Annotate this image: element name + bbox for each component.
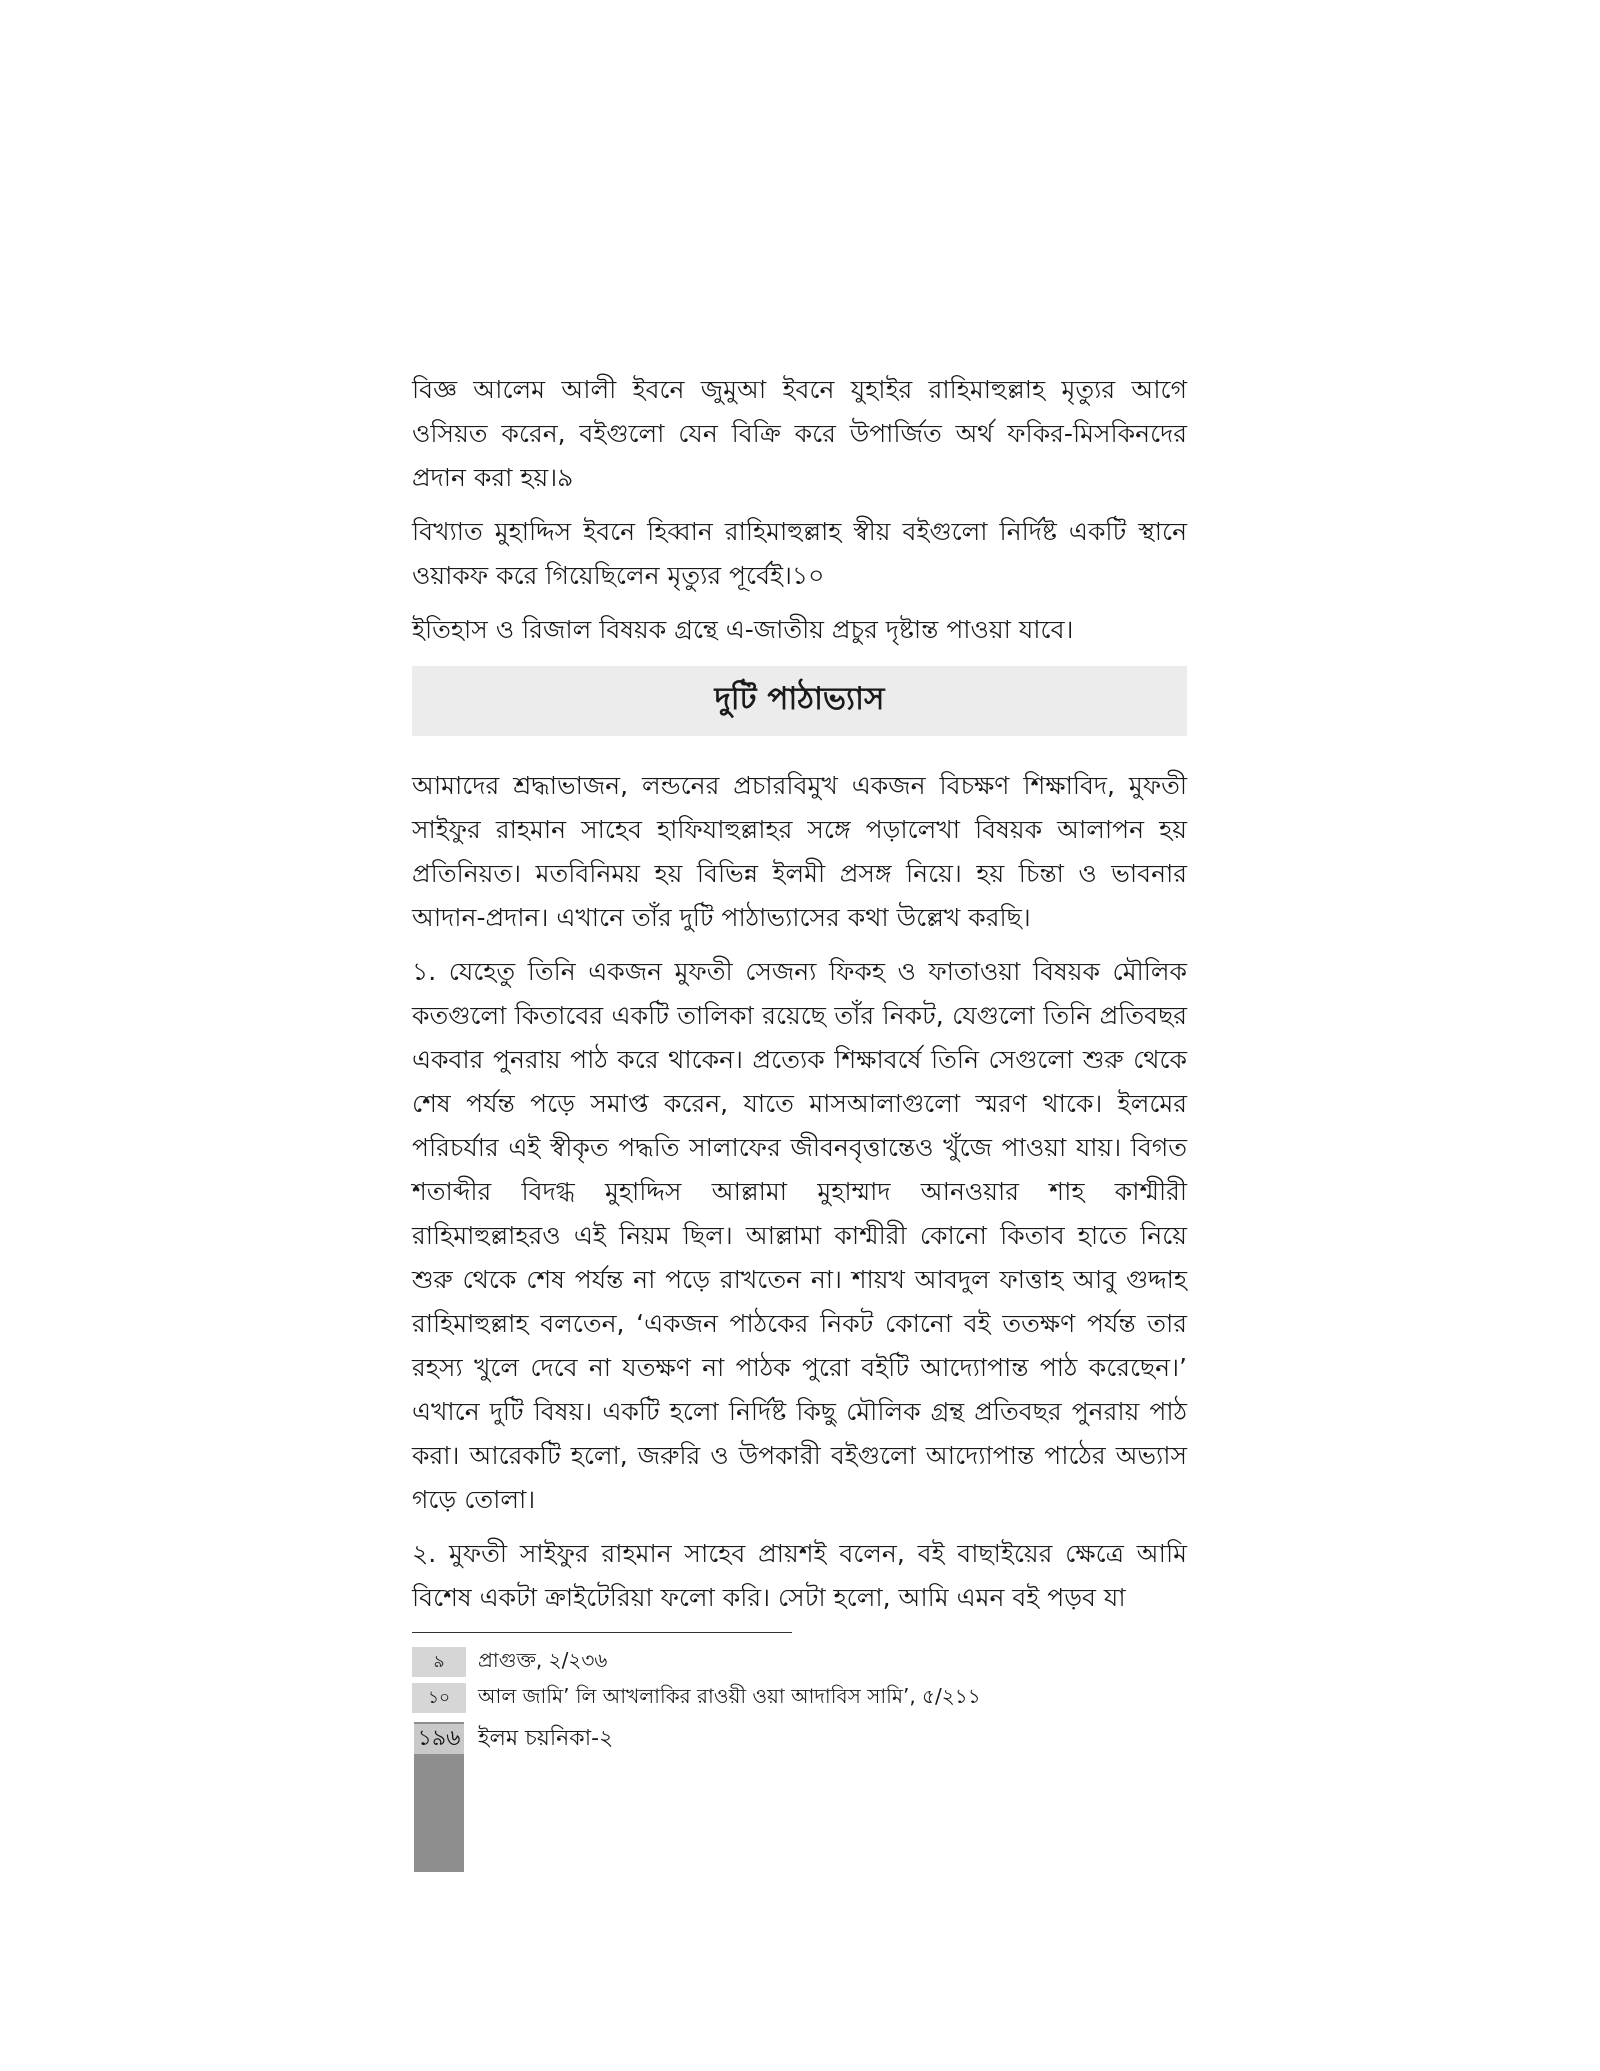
page-footer [414,1722,613,1872]
paragraph: ২. মুফতী সাইফুর রাহমান সাহেব প্রায়শই বলেন, বই বাছাইয়ের ক্ষেত্রে আমি বিশেষ একটা ক্রাইটেরিয়া ফলো করি। সেটা হলো, আমি এমন বই পড়ব যা [412,1539,1187,1612]
paragraph: ইতিহাস ও রিজাল বিষয়ক গ্রন্থে এ-জাতীয় প্রচুর দৃষ্টান্ত পাওয়া যাবে। [412,615,1074,644]
footnote-text: আল জামি’ লি আখলাকির রাওয়ী ওয়া আদাবিস সামি’, ৫/২১১ [478,1683,981,1708]
footnote [412,1683,1187,1713]
paragraph: বিজ্ঞ আলেম আলী ইবনে জুমুআ ইবনে যুহাইর রাহিমাহুল্লাহ মৃত্যুর আগে ওসিয়ত করেন, বইগুলো যেন বিক্রি করে উপার্জিত অর্থ ফকির-মিসকিনদের প্রদান করা হয়।৯ [412,375,1187,492]
book-title: ইলম চয়নিকা-২ [478,1726,614,1751]
section-heading: দুটি পাঠাভ্যাস [714,681,885,717]
paragraph: ১. যেহেতু তিনি একজন মুফতী সেজন্য ফিকহ ও ফাতাওয়া বিষয়ক মৌলিক কতগুলো কিতাবের একটি তালিকা রয়েছে তাঁর নিকট, যেগুলো তিনি প্রতিবছর একবার পুনরায় পাঠ করে থাকেন। প্রত্যেক শিক্ষাবর্ষে তিনি সেগুলো শুরু থেকে শেষ পর্যন্ত পড়ে সমাপ্ত করেন, যাতে মাসআলাগুলো স্মরণ থাকে। ইলমের পরিচর্যার এই স্বীকৃত পদ্ধতি সালাফের জীবনবৃত্তান্তেও খুঁজে পাওয়া যায়। বিগত শতাব্দীর বিদগ্ধ মুহাদ্দিস আল্লামা মুহাম্মাদ আনওয়ার শাহ কাশ্মীরী রাহিমাহুল্লাহরও এই নিয়ম ছিল। আল্লামা কাশ্মীরী কোনো কিতাব হাতে নিয়ে শুরু থেকে শেষ পর্যন্ত না পড়ে রাখতেন না। শায়খ আবদুল ফাত্তাহ আবু গুদ্দাহ রাহিমাহুল্লাহ বলতেন, ‘একজন পাঠকের নিকট কোনো বই ততক্ষণ পর্যন্ত তার রহস্য খুলে দেবে না যতক্ষণ না পাঠক পুরো বইটি আদ্যোপান্ত পাঠ করেছেন।’ এখানে দুটি বিষয়। একটি হলো নির্দিষ্ট কিছু মৌলিক গ্রন্থ প্রতিবছর পুনরায় পাঠ করা। আরেকটি হলো, জরুরি ও উপকারী বইগুলো আদ্যোপান্ত পাঠের অভ্যাস গড়ে তোলা। [412,957,1187,1514]
paragraph: আমাদের শ্রদ্ধাভাজন, লন্ডনের প্রচারবিমুখ একজন বিচক্ষণ শিক্ষাবিদ, মুফতী সাইফুর রাহমান সাহেব হাফিযাহুল্লাহর সঙ্গে পড়ালেখা বিষয়ক আলাপন হয় প্রতিনিয়ত। মতবিনিময় হয় বিভিন্ন ইলমী প্রসঙ্গ নিয়ে। হয় চিন্তা ও ভাবনার আদান-প্রদান। এখানে তাঁর দুটি পাঠাভ্যাসের কথা উল্লেখ করছি। [412,771,1187,932]
footnote-number: ৯ [412,1647,466,1677]
footnote-number: ১০ [412,1683,466,1713]
page-body [412,368,1187,1719]
section-heading-box [412,666,1187,736]
footnote-text: প্রাগুক্ত, ২/২৩৬ [478,1647,608,1672]
footnote [412,1647,1187,1677]
footnote-divider [412,1632,792,1633]
paragraph: বিখ্যাত মুহাদ্দিস ইবনে হিব্বান রাহিমাহুল্লাহ স্বীয় বইগুলো নির্দিষ্ট একটি স্থানে ওয়াকফ করে গিয়েছিলেন মৃত্যুর পূর্বেই।১০ [412,517,1187,590]
page-number: ১৯৬ [414,1724,464,1754]
